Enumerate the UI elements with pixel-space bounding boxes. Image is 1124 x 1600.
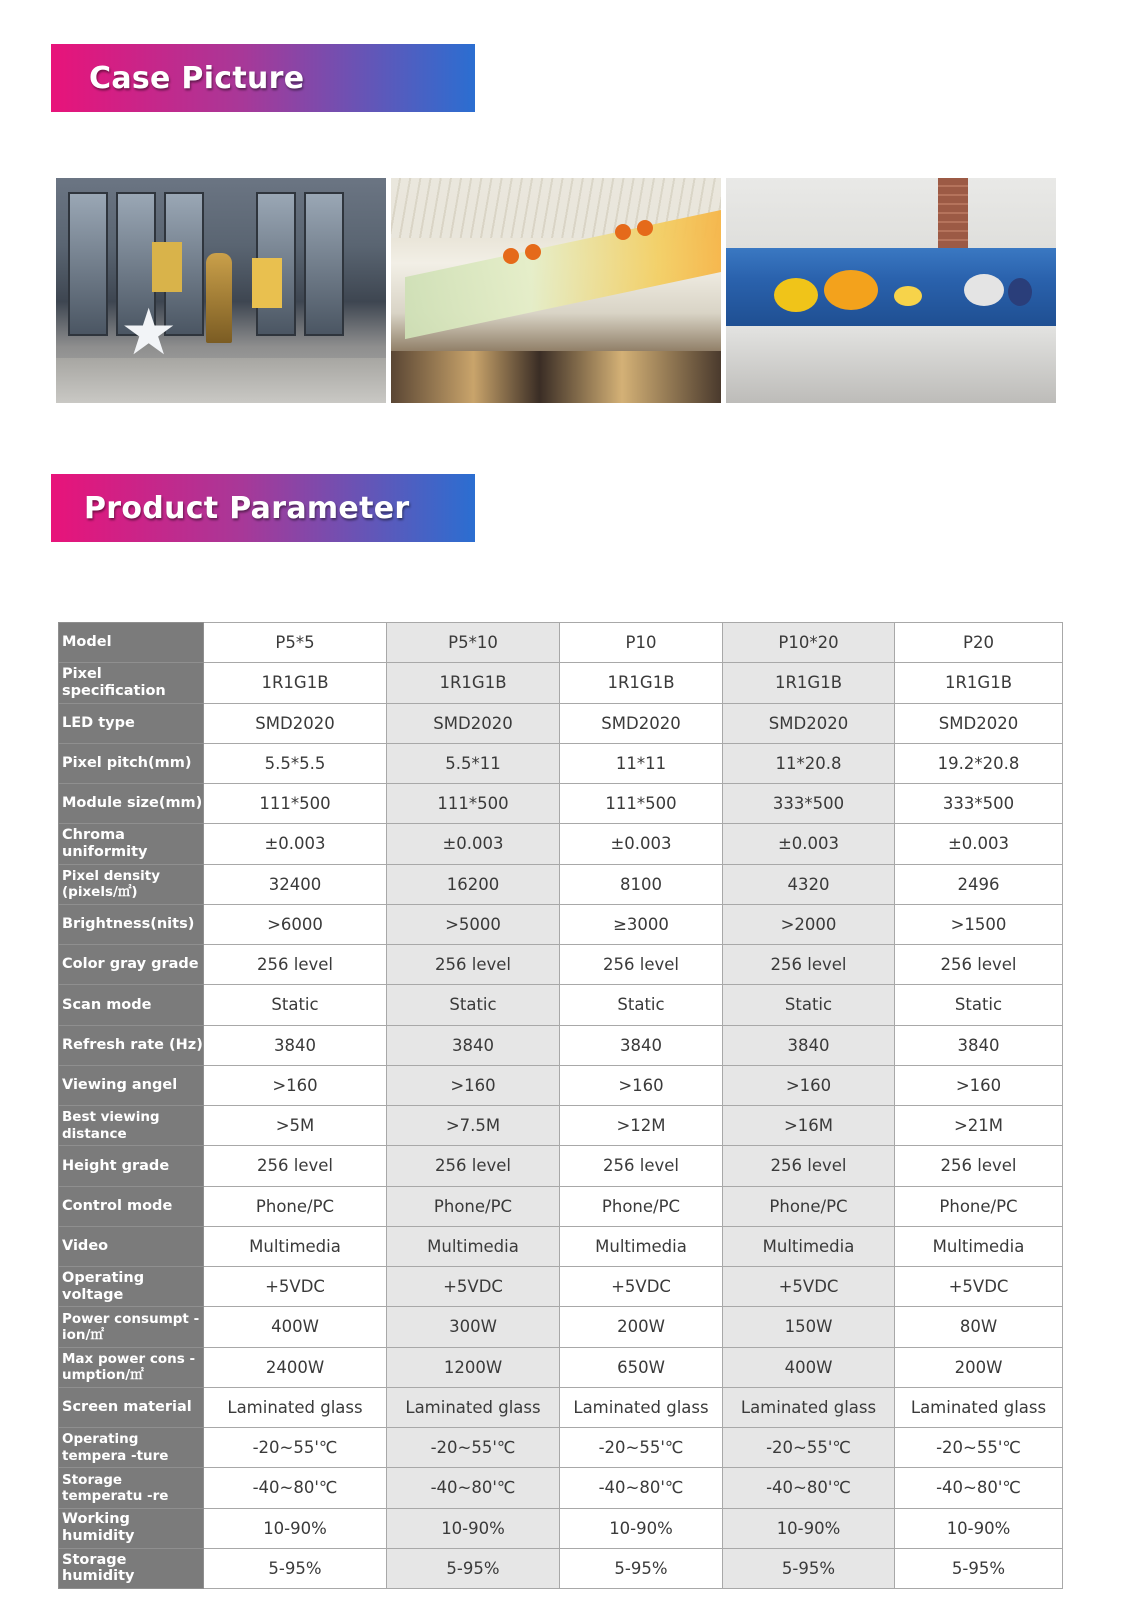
table-cell: 200W bbox=[560, 1307, 723, 1347]
row-label: Height grade bbox=[59, 1146, 204, 1186]
mall-railing-led-photo bbox=[391, 178, 721, 403]
table-row bbox=[59, 1025, 1063, 1065]
table-cell: 333*500 bbox=[723, 784, 895, 824]
table-cell: 150W bbox=[723, 1307, 895, 1347]
table-row bbox=[59, 1186, 1063, 1226]
table-cell: -20~55'℃ bbox=[723, 1428, 895, 1468]
row-label: Chroma uniformity bbox=[59, 824, 204, 864]
table-cell: >160 bbox=[895, 1065, 1063, 1105]
table-cell: Static bbox=[560, 985, 723, 1025]
row-label: Viewing angel bbox=[59, 1065, 204, 1105]
table-cell: 3840 bbox=[560, 1025, 723, 1065]
table-cell: >6000 bbox=[204, 904, 387, 944]
table-row bbox=[59, 1065, 1063, 1105]
table-row bbox=[59, 1508, 1063, 1548]
table-cell: 3840 bbox=[387, 1025, 560, 1065]
table-cell: Multimedia bbox=[204, 1226, 387, 1266]
table-cell: 333*500 bbox=[895, 784, 1063, 824]
row-label: Operating tempera -ture bbox=[59, 1428, 204, 1468]
table-cell: 10-90% bbox=[204, 1508, 387, 1548]
table-cell: +5VDC bbox=[387, 1267, 560, 1307]
table-cell: 256 level bbox=[895, 945, 1063, 985]
table-row bbox=[59, 703, 1063, 743]
table-cell: Static bbox=[204, 985, 387, 1025]
table-cell: 5.5*5.5 bbox=[204, 743, 387, 783]
table-cell: 256 level bbox=[723, 945, 895, 985]
table-cell: 650W bbox=[560, 1347, 723, 1387]
table-cell: 3840 bbox=[723, 1025, 895, 1065]
table-cell: SMD2020 bbox=[895, 703, 1063, 743]
table-cell: ≥3000 bbox=[560, 904, 723, 944]
table-cell: 5-95% bbox=[723, 1548, 895, 1588]
table-cell: 3840 bbox=[204, 1025, 387, 1065]
table-cell: >160 bbox=[723, 1065, 895, 1105]
table-row bbox=[59, 663, 1063, 703]
table-row bbox=[59, 824, 1063, 864]
case-picture-banner bbox=[51, 44, 475, 112]
table-cell: ±0.003 bbox=[560, 824, 723, 864]
row-label: Model bbox=[59, 623, 204, 663]
table-row bbox=[59, 1106, 1063, 1146]
table-cell: 111*500 bbox=[387, 784, 560, 824]
table-cell: -20~55'℃ bbox=[204, 1428, 387, 1468]
table-cell: P10 bbox=[560, 623, 723, 663]
row-label: Storage humidity bbox=[59, 1548, 204, 1588]
row-label: Video bbox=[59, 1226, 204, 1266]
table-cell: 80W bbox=[895, 1307, 1063, 1347]
table-cell: 2400W bbox=[204, 1347, 387, 1387]
storefront-transparent-led-photo: ★ bbox=[56, 178, 386, 403]
table-cell: 1R1G1B bbox=[895, 663, 1063, 703]
table-cell: 1R1G1B bbox=[204, 663, 387, 703]
row-label: Best viewing distance bbox=[59, 1106, 204, 1146]
row-label: Pixel pitch(mm) bbox=[59, 743, 204, 783]
table-row bbox=[59, 864, 1063, 904]
table-row bbox=[59, 1226, 1063, 1266]
table-cell: +5VDC bbox=[723, 1267, 895, 1307]
table-cell: -20~55'℃ bbox=[387, 1428, 560, 1468]
table-cell: >160 bbox=[387, 1065, 560, 1105]
table-cell: 5-95% bbox=[204, 1548, 387, 1588]
table-cell: Phone/PC bbox=[560, 1186, 723, 1226]
row-label: Power consumpt -ion/㎡ bbox=[59, 1307, 204, 1347]
table-cell: Static bbox=[723, 985, 895, 1025]
table-cell: 256 level bbox=[204, 945, 387, 985]
table-cell: -20~55'℃ bbox=[560, 1428, 723, 1468]
table-cell: +5VDC bbox=[560, 1267, 723, 1307]
table-cell: SMD2020 bbox=[387, 703, 560, 743]
product-parameter-banner bbox=[51, 474, 475, 542]
table-cell: >160 bbox=[204, 1065, 387, 1105]
table-row bbox=[59, 623, 1063, 663]
row-label: Scan mode bbox=[59, 985, 204, 1025]
row-label: Screen material bbox=[59, 1387, 204, 1427]
table-cell: 300W bbox=[387, 1307, 560, 1347]
table-cell: >2000 bbox=[723, 904, 895, 944]
table-row bbox=[59, 743, 1063, 783]
table-cell: 400W bbox=[204, 1307, 387, 1347]
row-label: LED type bbox=[59, 703, 204, 743]
table-row bbox=[59, 1468, 1063, 1508]
table-cell: 256 level bbox=[723, 1146, 895, 1186]
table-cell: 1R1G1B bbox=[560, 663, 723, 703]
table-row bbox=[59, 784, 1063, 824]
table-cell: 2496 bbox=[895, 864, 1063, 904]
row-label: Color gray grade bbox=[59, 945, 204, 985]
table-cell: >5M bbox=[204, 1106, 387, 1146]
table-cell: 111*500 bbox=[204, 784, 387, 824]
table-cell: 11*11 bbox=[560, 743, 723, 783]
table-cell: 256 level bbox=[895, 1146, 1063, 1186]
table-cell: Phone/PC bbox=[387, 1186, 560, 1226]
table-row bbox=[59, 1146, 1063, 1186]
table-cell: Laminated glass bbox=[560, 1387, 723, 1427]
table-cell: Laminated glass bbox=[895, 1387, 1063, 1427]
table-cell: SMD2020 bbox=[723, 703, 895, 743]
table-cell: 10-90% bbox=[723, 1508, 895, 1548]
row-label: Control mode bbox=[59, 1186, 204, 1226]
table-cell: >16M bbox=[723, 1106, 895, 1146]
table-cell: 16200 bbox=[387, 864, 560, 904]
table-cell: 256 level bbox=[387, 945, 560, 985]
table-row bbox=[59, 1387, 1063, 1427]
table-cell: Multimedia bbox=[723, 1226, 895, 1266]
row-label: Storage temperatu -re bbox=[59, 1468, 204, 1508]
table-cell: -20~55'℃ bbox=[895, 1428, 1063, 1468]
table-cell: Multimedia bbox=[387, 1226, 560, 1266]
table-cell: >160 bbox=[560, 1065, 723, 1105]
table-row bbox=[59, 904, 1063, 944]
table-cell: >21M bbox=[895, 1106, 1063, 1146]
table-cell: 5.5*11 bbox=[387, 743, 560, 783]
table-cell: >7.5M bbox=[387, 1106, 560, 1146]
case-photo-strip bbox=[56, 178, 1056, 403]
table-cell: Multimedia bbox=[560, 1226, 723, 1266]
table-cell: Static bbox=[895, 985, 1063, 1025]
table-cell: ±0.003 bbox=[387, 824, 560, 864]
table-cell: 3840 bbox=[895, 1025, 1063, 1065]
table-cell: Phone/PC bbox=[895, 1186, 1063, 1226]
aquarium-glass-led-photo bbox=[726, 178, 1056, 403]
table-cell: 1200W bbox=[387, 1347, 560, 1387]
table-cell: SMD2020 bbox=[204, 703, 387, 743]
table-cell: 4320 bbox=[723, 864, 895, 904]
row-label: Refresh rate (Hz) bbox=[59, 1025, 204, 1065]
table-cell: >12M bbox=[560, 1106, 723, 1146]
table-cell: Phone/PC bbox=[204, 1186, 387, 1226]
table-cell: 256 level bbox=[387, 1146, 560, 1186]
table-cell: 32400 bbox=[204, 864, 387, 904]
table-cell: 1R1G1B bbox=[387, 663, 560, 703]
product-parameter-title: Product Parameter bbox=[84, 490, 410, 526]
table-row bbox=[59, 1267, 1063, 1307]
table-cell: Static bbox=[387, 985, 560, 1025]
table-cell: Laminated glass bbox=[387, 1387, 560, 1427]
table-cell: ±0.003 bbox=[204, 824, 387, 864]
table-cell: P20 bbox=[895, 623, 1063, 663]
table-row bbox=[59, 985, 1063, 1025]
table-row bbox=[59, 945, 1063, 985]
table-cell: -40~80'℃ bbox=[560, 1468, 723, 1508]
table-cell: ±0.003 bbox=[723, 824, 895, 864]
table-cell: 5-95% bbox=[387, 1548, 560, 1588]
table-cell: 10-90% bbox=[560, 1508, 723, 1548]
row-label: Pixel density (pixels/㎡) bbox=[59, 864, 204, 904]
table-cell: P10*20 bbox=[723, 623, 895, 663]
table-row bbox=[59, 1548, 1063, 1588]
table-cell: ±0.003 bbox=[895, 824, 1063, 864]
table-row bbox=[59, 1428, 1063, 1468]
table-cell: SMD2020 bbox=[560, 703, 723, 743]
table-cell: -40~80'℃ bbox=[204, 1468, 387, 1508]
table-cell: -40~80'℃ bbox=[895, 1468, 1063, 1508]
table-cell: +5VDC bbox=[895, 1267, 1063, 1307]
row-label: Brightness(nits) bbox=[59, 904, 204, 944]
table-cell: 5-95% bbox=[895, 1548, 1063, 1588]
row-label: Working humidity bbox=[59, 1508, 204, 1548]
table-cell: 256 level bbox=[560, 945, 723, 985]
table-cell: 5-95% bbox=[560, 1548, 723, 1588]
table-cell: 1R1G1B bbox=[723, 663, 895, 703]
table-cell: P5*5 bbox=[204, 623, 387, 663]
table-cell: P5*10 bbox=[387, 623, 560, 663]
table-cell: 256 level bbox=[204, 1146, 387, 1186]
table-cell: 19.2*20.8 bbox=[895, 743, 1063, 783]
table-cell: 10-90% bbox=[387, 1508, 560, 1548]
table-cell: Laminated glass bbox=[204, 1387, 387, 1427]
case-picture-title: Case Picture bbox=[89, 60, 305, 96]
table-row bbox=[59, 1347, 1063, 1387]
table-cell: 200W bbox=[895, 1347, 1063, 1387]
table-cell: -40~80'℃ bbox=[387, 1468, 560, 1508]
table-cell: >5000 bbox=[387, 904, 560, 944]
table-cell: 11*20.8 bbox=[723, 743, 895, 783]
table-cell: 256 level bbox=[560, 1146, 723, 1186]
table-row bbox=[59, 1307, 1063, 1347]
table-cell: 111*500 bbox=[560, 784, 723, 824]
row-label: Max power cons -umption/㎡ bbox=[59, 1347, 204, 1387]
table-cell: Phone/PC bbox=[723, 1186, 895, 1226]
product-parameter-table bbox=[58, 622, 1063, 1589]
table-cell: 10-90% bbox=[895, 1508, 1063, 1548]
row-label: Operating voltage bbox=[59, 1267, 204, 1307]
table-cell: Multimedia bbox=[895, 1226, 1063, 1266]
table-cell: 8100 bbox=[560, 864, 723, 904]
table-cell: Laminated glass bbox=[723, 1387, 895, 1427]
table-cell: -40~80'℃ bbox=[723, 1468, 895, 1508]
table-cell: 400W bbox=[723, 1347, 895, 1387]
row-label: Pixel specification bbox=[59, 663, 204, 703]
table-cell: +5VDC bbox=[204, 1267, 387, 1307]
table-cell: >1500 bbox=[895, 904, 1063, 944]
row-label: Module size(mm) bbox=[59, 784, 204, 824]
